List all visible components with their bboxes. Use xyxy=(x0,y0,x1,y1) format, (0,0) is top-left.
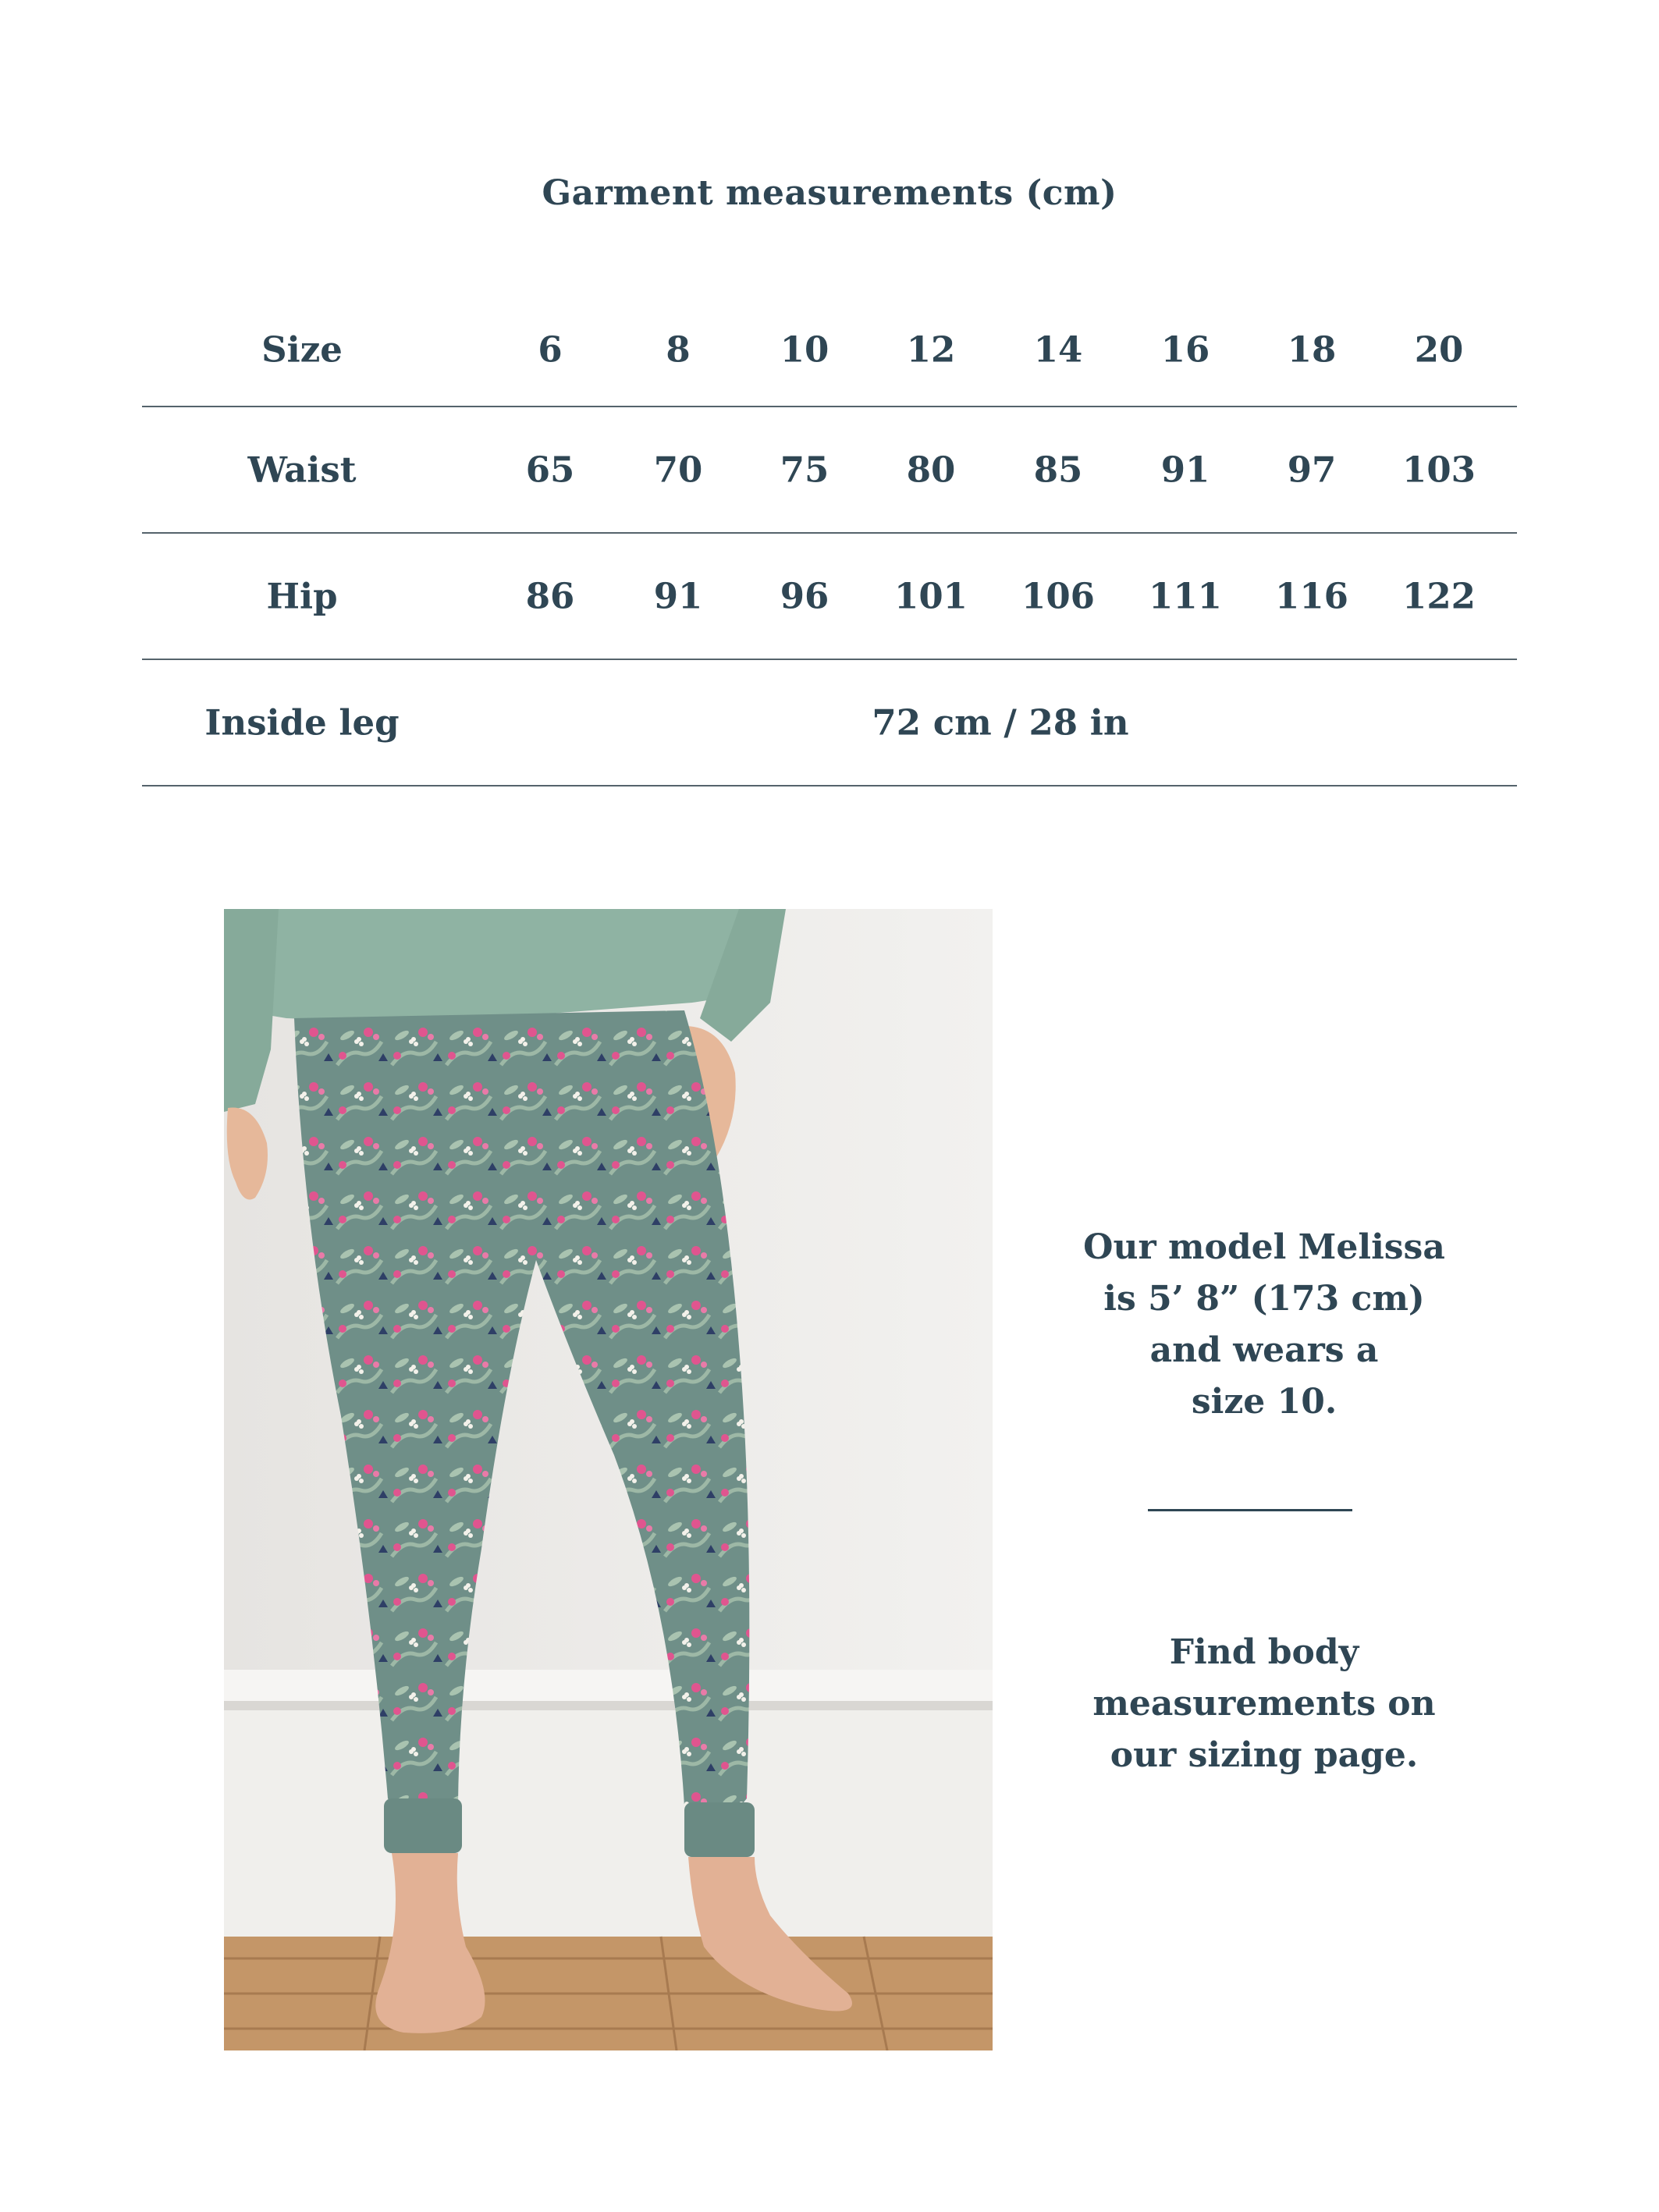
sizing-note-line: our sizing page. xyxy=(1110,1735,1419,1775)
size-6: 6 xyxy=(538,328,563,371)
model-note xyxy=(1030,1222,1498,1428)
table-cell: 80 xyxy=(906,449,956,491)
size-20: 20 xyxy=(1414,328,1464,371)
model-note-line: is 5’ 8” (173 cm) xyxy=(1103,1279,1425,1319)
size-8: 8 xyxy=(666,328,691,371)
sizing-page-note xyxy=(1030,1627,1498,1781)
table-cell: 65 xyxy=(525,449,575,491)
size-10: 10 xyxy=(780,328,830,371)
size-label: Size xyxy=(261,328,343,371)
measurements-table xyxy=(142,289,1517,786)
size-18: 18 xyxy=(1287,328,1337,371)
table-cell: 91 xyxy=(1160,449,1210,491)
table-cell: 96 xyxy=(780,575,830,617)
sizing-note-line: Find body xyxy=(1169,1632,1359,1672)
table-row-inside-leg xyxy=(142,660,1517,786)
table-cell: 106 xyxy=(1021,575,1095,617)
model-note-line: size 10. xyxy=(1191,1382,1338,1422)
table-cell: 111 xyxy=(1149,575,1222,617)
model-note-line: and wears a xyxy=(1149,1330,1379,1370)
waist-label: Waist xyxy=(247,449,357,491)
table-cell: 122 xyxy=(1402,575,1476,617)
table-cell: 75 xyxy=(780,449,830,491)
table-cell: 103 xyxy=(1402,449,1476,491)
inside-leg-value: 72 cm / 28 in xyxy=(872,701,1129,744)
hip-label: Hip xyxy=(266,575,338,617)
table-cell: 116 xyxy=(1275,575,1348,617)
table-cell: 85 xyxy=(1033,449,1083,491)
product-photo xyxy=(224,909,993,2050)
table-row-waist xyxy=(142,407,1517,534)
sizing-note-line: measurements on xyxy=(1092,1684,1436,1724)
page-title: Garment measurements (cm) xyxy=(542,173,1117,213)
inside-leg-label: Inside leg xyxy=(204,701,400,744)
table-cell: 86 xyxy=(525,575,575,617)
table-header-row xyxy=(142,289,1517,407)
table-cell: 97 xyxy=(1287,449,1337,491)
table-cell: 70 xyxy=(653,449,703,491)
model-note-line: Our model Melissa xyxy=(1083,1227,1445,1267)
size-12: 12 xyxy=(906,328,956,371)
table-cell: 91 xyxy=(653,575,703,617)
table-cell: 101 xyxy=(894,575,968,617)
size-14: 14 xyxy=(1033,328,1083,371)
divider xyxy=(1148,1509,1352,1511)
size-16: 16 xyxy=(1160,328,1210,371)
table-row-hip xyxy=(142,534,1517,660)
